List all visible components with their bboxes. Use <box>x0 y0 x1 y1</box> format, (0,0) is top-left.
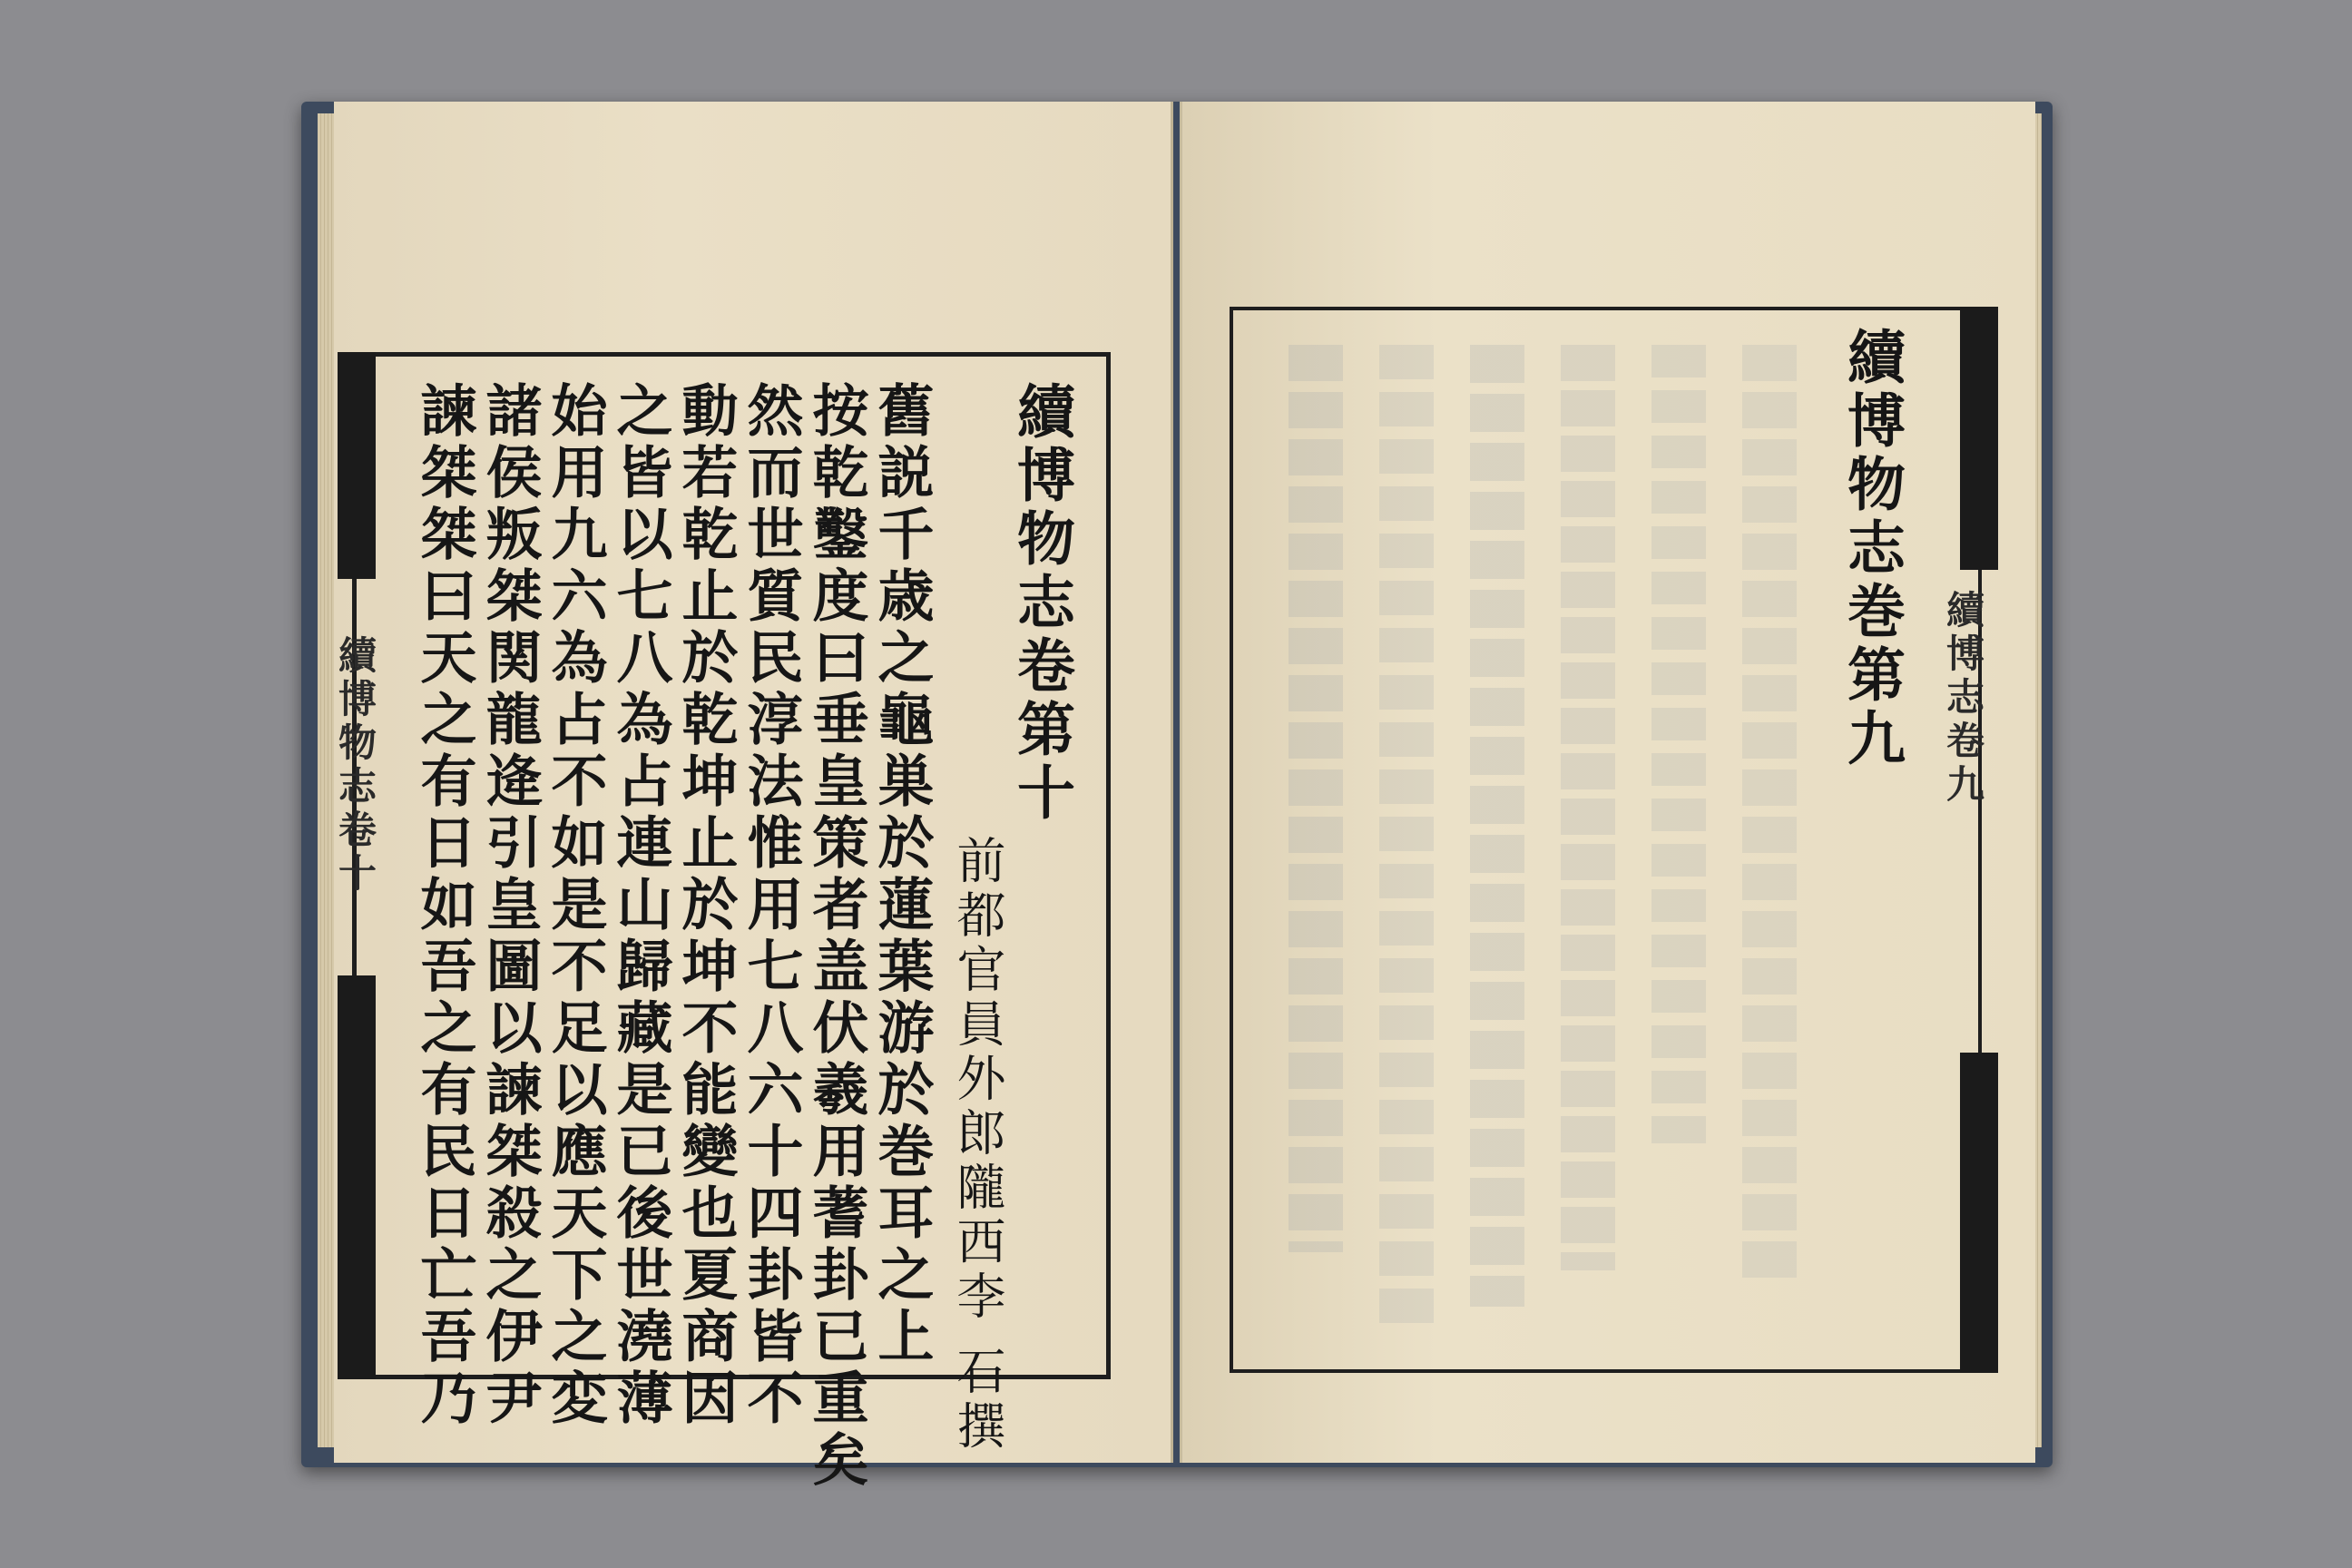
left-text-column-5: 之皆以七八為占連山歸藏是已後世澆薄 <box>607 381 673 1430</box>
left-margin-block-top <box>338 352 376 579</box>
left-margin-block-bottom <box>338 975 376 1379</box>
left-page-author: 前都官員外郎隴西李 石撰 <box>949 835 1006 1455</box>
show-through-texture <box>1470 345 1524 1307</box>
show-through-texture <box>1379 345 1434 1325</box>
right-page-title: 續博物志巻第九 <box>1838 327 1906 771</box>
show-through-texture <box>1742 345 1797 1289</box>
right-margin-title: 續博志卷九 <box>1941 590 1985 808</box>
left-text-column-1: 舊説千歳之龜巣於蓮葉游於巻耳之上 <box>868 381 935 1368</box>
left-text-column-3: 然而世質民淳法惟用七八六十四卦皆不 <box>738 381 804 1430</box>
left-margin-title: 續博物志卷十 <box>333 635 377 897</box>
show-through-texture <box>1651 345 1706 1143</box>
right-margin-block-top <box>1960 307 1998 570</box>
show-through-texture <box>1289 345 1343 1252</box>
right-margin-block-bottom <box>1960 1053 1998 1373</box>
left-page-title: 續博物志卷第十 <box>1007 381 1075 826</box>
left-text-column-6: 始用九六為占不如是不足以應天下之変 <box>542 381 608 1430</box>
left-text-column-4: 動若乾止於乾坤止於坤不能變也夏商因 <box>672 381 739 1430</box>
show-through-texture <box>1561 345 1615 1270</box>
left-text-column-7: 諸侯叛桀関龍逄引皇圖以諫桀殺之伊尹 <box>476 381 543 1430</box>
left-text-column-8: 諫桀桀曰天之有日如吾之有民日亡吾乃 <box>411 381 477 1430</box>
left-text-column-2: 按乾鑿度曰垂皇策者盖伏羲用蓍卦已重矣 <box>803 381 869 1492</box>
